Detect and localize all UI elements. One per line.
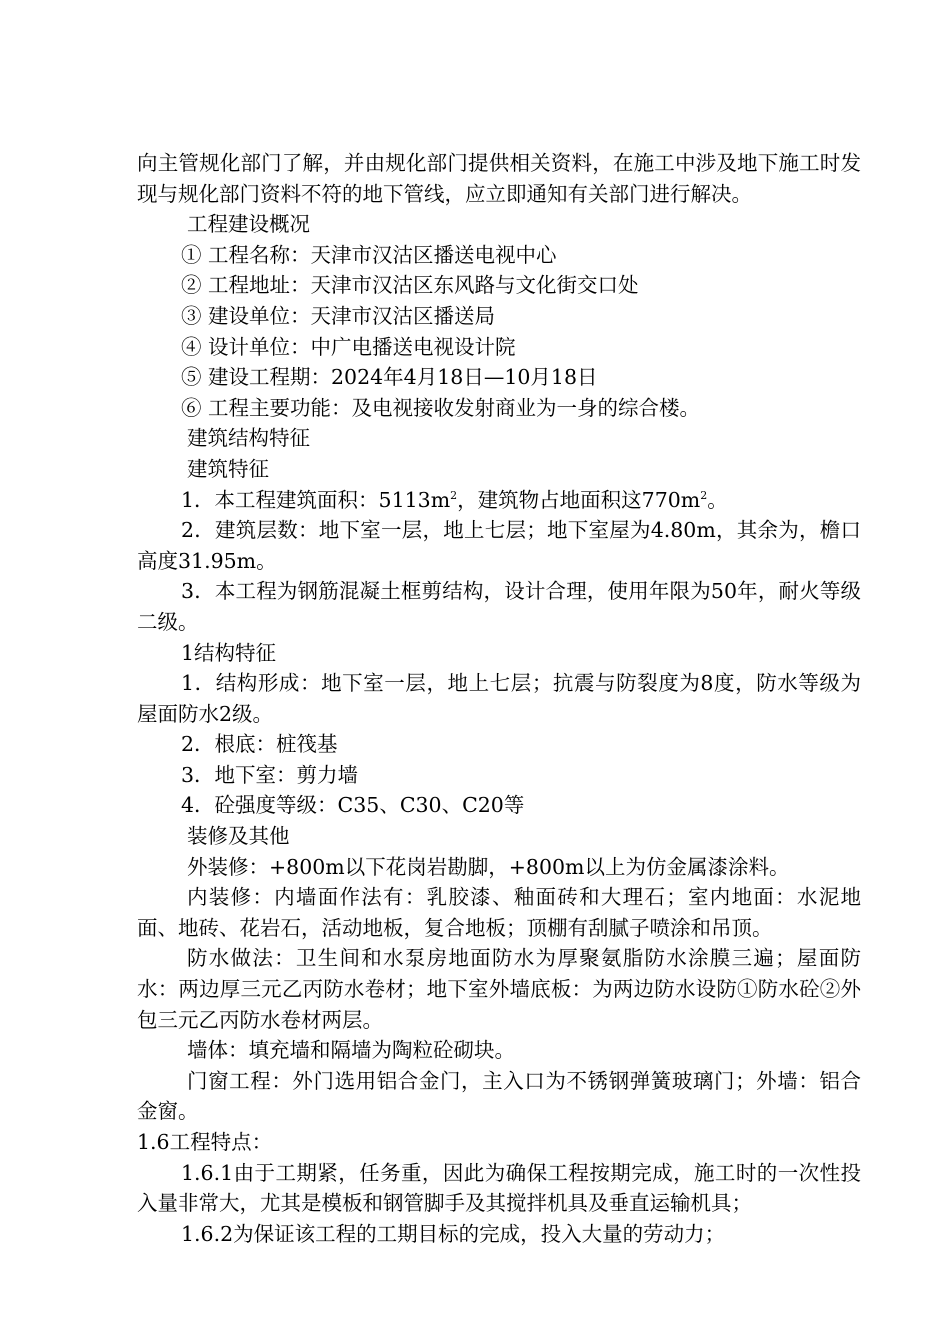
heading-structure-features: 建筑结构特征 (187, 426, 310, 451)
document-body (137, 148, 861, 1249)
paragraph-basement: 3．地下室：剪力墙 (181, 762, 359, 787)
heading-project-characteristics: 1.6工程特点： (137, 1130, 273, 1154)
list-item-project-address: ② 工程地址：天津市汉沽区东风路与文化街交口处 (181, 273, 639, 298)
paragraph-intro: 向主管规化部门了解，并由规化部门提供相关资料，在施工中涉及地下施工时发现与规化部门资料不符的地下管线，应立即通知有关部门进行解决。 (137, 151, 861, 206)
paragraph-doors-windows: 门窗工程：外门选用铝合金门，主入口为不锈钢弹簧玻璃门；外墙：铝合金窗。 (137, 1068, 861, 1124)
heading-structural-features: 1结构特征 (181, 640, 277, 665)
heading-project-overview: 工程建设概况 (187, 212, 310, 237)
paragraph-walls: 墙体：填充墙和隔墙为陶粒砼砌块。 (187, 1038, 515, 1063)
area-text-1: 1．本工程建筑面积：5113m (181, 487, 451, 512)
paragraph-characteristic-1: 1.6.1由于工期紧，任务重，因此为确保工程按期完成，施工时的一次性投入量非常大，尤其是模板和钢管脚手及其搅拌机具及垂直运输机具； (137, 1160, 861, 1216)
heading-building-features: 建筑特征 (187, 456, 269, 481)
heading-decoration: 装修及其他 (187, 824, 290, 849)
paragraph-foundation: 2．根底：桩筏基 (181, 732, 338, 757)
list-item-main-function: ⑥ 工程主要功能：及电视接收发射商业为一身的综合楼。 (181, 395, 701, 420)
superscript-squared: 2 (450, 488, 458, 502)
paragraph-characteristic-2: 1.6.2为保证该工程的工期目标的完成，投入大量的劳动力； (181, 1221, 726, 1246)
paragraph-structure-type: 3．本工程为钢筋混凝土框剪结构，设计合理，使用年限为50年，耐火等级二级。 (137, 579, 861, 634)
paragraph-floors: 2．建筑层数：地下室一层，地上七层；地下室屋为4.80m，其余为，檐口高度31.95m。 (137, 518, 861, 573)
paragraph-waterproofing: 防水做法：卫生间和水泵房地面防水为厚聚氨脂防水涂膜三遍；屋面防水：两边厚三元乙丙防水卷材；地下室外墙底板：为两边防水设防①防水砼②外包三元乙丙防水卷材两层。 (137, 946, 861, 1032)
paragraph-interior-decoration: 内装修：内墙面作法有：乳胶漆、釉面砖和大理石；室内地面：水泥地面、地砖、花岩石，活动地板，复合地板；顶棚有刮腻子喷涂和吊顶。 (137, 885, 861, 940)
paragraph-structure-form: 1．结构形成：地下室一层，地上七层；抗震与防裂度为8度，防水等级为屋面防水2级。 (137, 671, 861, 726)
area-text-3: 。 (707, 487, 728, 512)
list-item-project-name: ① 工程名称：天津市汉沽区播送电视中心 (181, 242, 557, 267)
superscript-squared: 2 (700, 488, 708, 502)
paragraph-building-area (137, 485, 861, 516)
list-item-design-unit: ④ 设计单位：中广电播送电视设计院 (181, 334, 516, 359)
paragraph-concrete-grade: 4．砼强度等级：C35、C30、C20等 (181, 793, 525, 818)
area-text-2: ，建筑物占地面积这770m (457, 487, 701, 512)
list-item-construction-period: ⑤ 建设工程期：2024年4月18日—10月18日 (181, 365, 598, 390)
paragraph-exterior-decoration: 外装修：+800m以下花岗岩勘脚，+800m以上为仿金属漆涂料。 (187, 854, 790, 879)
list-item-construction-unit: ③ 建设单位：天津市汉沽区播送局 (181, 303, 496, 328)
